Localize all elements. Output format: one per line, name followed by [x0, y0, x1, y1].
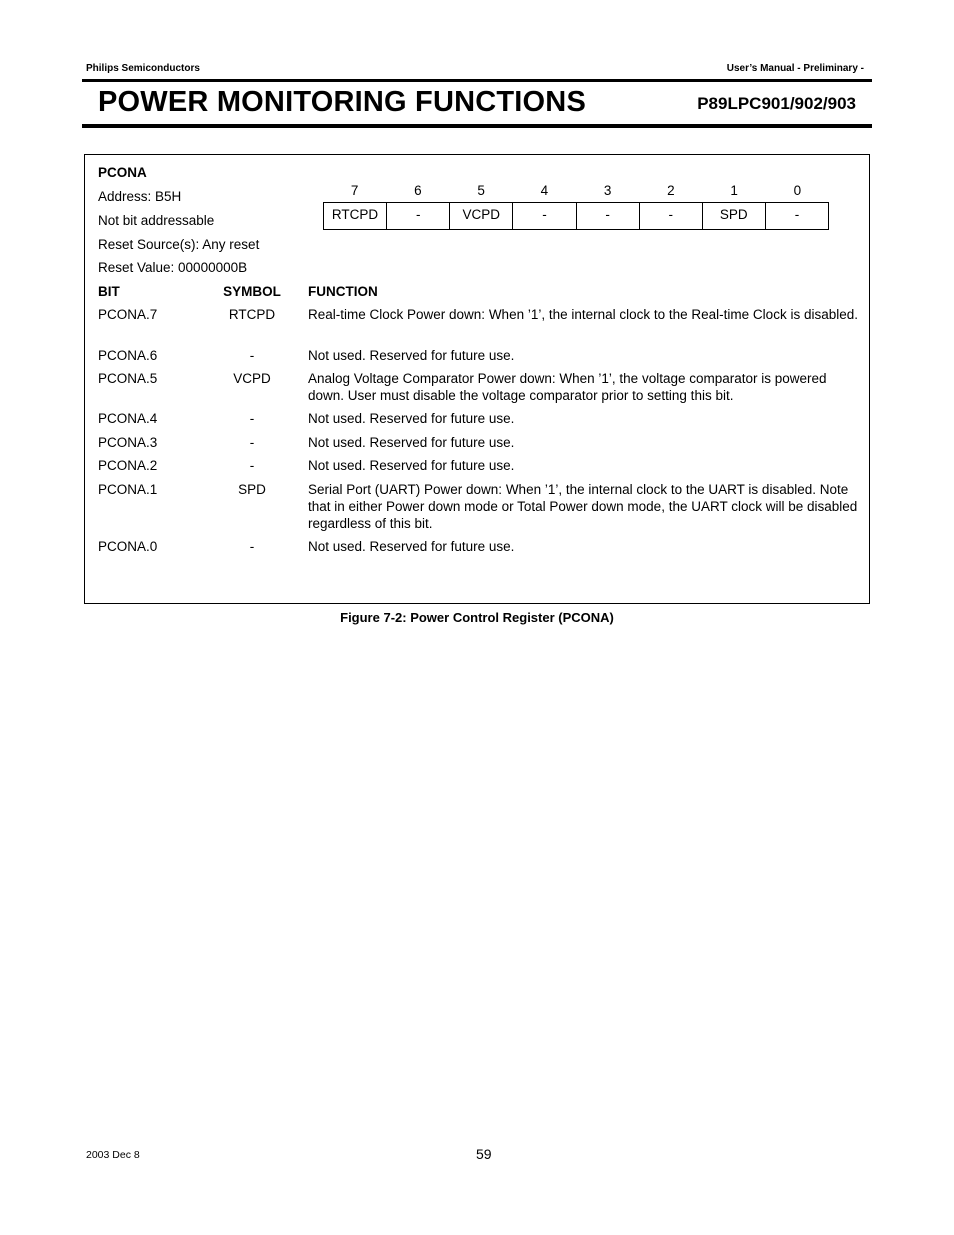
figure-caption: Figure 7-2: Power Control Register (PCONA): [340, 610, 614, 625]
row-symbol: -: [249, 435, 255, 450]
register-reset-value: Reset Value: 00000000B: [98, 260, 248, 275]
register-name: PCONA: [98, 165, 147, 180]
bit-field-cell: -: [387, 203, 450, 229]
bit-field-row: [323, 202, 829, 230]
bit-field-cell: -: [577, 203, 640, 229]
page-number: 59: [476, 1146, 492, 1162]
row-bit: PCONA.1: [98, 482, 158, 497]
header-bit: BIT: [98, 284, 120, 299]
part-number: P89LPC901/902/903: [697, 94, 856, 113]
row-symbol: RTCPD: [228, 307, 276, 322]
row-symbol: -: [249, 348, 255, 363]
row-symbol: SPD: [238, 482, 266, 497]
row-symbol: -: [249, 411, 255, 426]
bit-number: 4: [540, 183, 549, 198]
header-symbol: SYMBOL: [223, 284, 281, 299]
header-company: Philips Semiconductors: [86, 63, 200, 74]
register-address: Address: B5H: [98, 189, 182, 204]
bit-number: 2: [667, 183, 675, 198]
page-title: POWER MONITORING FUNCTIONS: [98, 86, 586, 118]
row-bit: PCONA.7: [98, 307, 158, 322]
row-bit: PCONA.5: [98, 371, 158, 386]
row-function: Not used. Reserved for future use.: [308, 458, 515, 473]
row-function: Not used. Reserved for future use.: [308, 539, 515, 554]
bit-field-cell: SPD: [703, 203, 766, 229]
header-function: FUNCTION: [308, 284, 378, 299]
bit-number: 6: [414, 183, 422, 198]
footer-date: 2003 Dec 8: [86, 1149, 140, 1161]
row-function: Not used. Reserved for future use.: [308, 348, 515, 363]
bit-number: 1: [730, 183, 738, 198]
row-function: Not used. Reserved for future use.: [308, 435, 515, 450]
bit-number: 0: [793, 183, 802, 198]
row-function: Real-time Clock Power down: When ’1’, the internal clock to the Real-time Clock is disabled.: [308, 307, 858, 322]
bit-field-cell: -: [640, 203, 703, 229]
row-symbol: -: [249, 539, 255, 554]
row-symbol: -: [249, 458, 255, 473]
bit-field-cell: VCPD: [450, 203, 513, 229]
bit-field-cell: -: [513, 203, 576, 229]
row-function: Analog Voltage Comparator Power down: When ’1’, the voltage comparator is powered down. User must disable the voltage comparator prior to setting this bit.: [308, 371, 827, 403]
register-addressable: Not bit addressable: [98, 213, 215, 228]
row-bit: PCONA.0: [98, 539, 158, 554]
bit-number-row: [323, 183, 829, 198]
bit-number: 3: [603, 183, 612, 198]
row-bit: PCONA.6: [98, 348, 158, 363]
row-symbol: VCPD: [233, 371, 271, 386]
register-figure-box: [84, 154, 870, 604]
row-bit: PCONA.2: [98, 458, 158, 473]
bit-field-cell: -: [794, 207, 800, 222]
row-function: Serial Port (UART) Power down: When ’1’, the internal clock to the UART is disabled. Note that in either Power down mode or Total Power down mode, the UART clock will be disabled regardless of this bit.: [308, 482, 858, 531]
header-doc-type: User’s Manual - Preliminary -: [726, 63, 864, 74]
row-bit: PCONA.3: [98, 435, 158, 450]
row-bit: PCONA.4: [98, 411, 158, 426]
row-function: Not used. Reserved for future use.: [308, 411, 515, 426]
bit-number: 5: [477, 183, 485, 198]
register-reset-source: Reset Source(s): Any reset: [98, 237, 260, 252]
bit-number: 7: [350, 183, 359, 198]
header-rule-top: [82, 79, 872, 82]
header-rule-bottom: [82, 124, 872, 128]
bit-field-cell: RTCPD: [324, 203, 387, 229]
